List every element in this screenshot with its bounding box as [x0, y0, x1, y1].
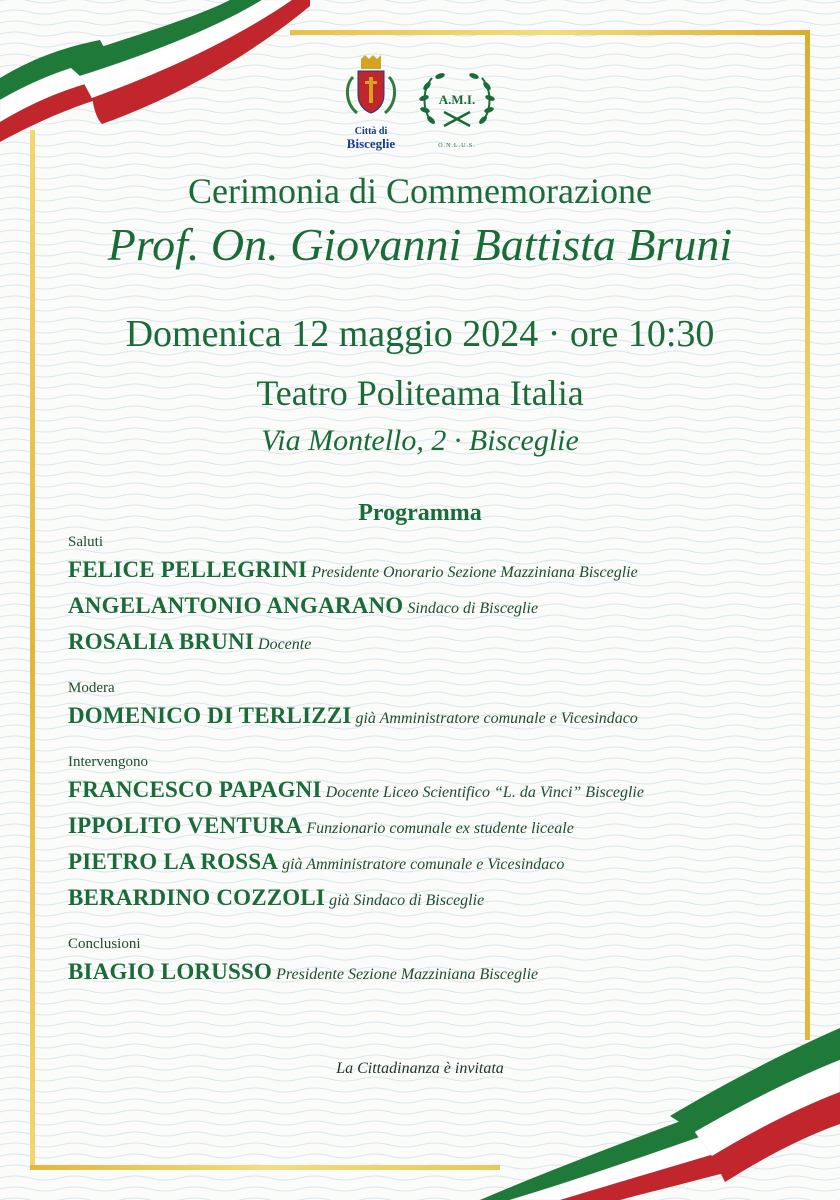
section-label-modera: Modera: [68, 680, 115, 696]
wave-line: [0, 362, 840, 366]
wave-line: [0, 153, 840, 157]
gold-frame-top: [290, 30, 810, 35]
laurel-wreath-icon: [418, 66, 496, 138]
wave-line: [0, 1000, 840, 1004]
program-entry: [68, 773, 808, 809]
gold-frame-bottom: [30, 1165, 500, 1170]
program-entry: [68, 809, 808, 845]
speaker-role: già Sindaco di Bisceglie: [329, 892, 485, 909]
ami-onlus-label: O.N.L.U.S.: [438, 143, 476, 149]
crest-label-big: Bisceglie: [346, 136, 396, 151]
speaker-role: Sindaco di Bisceglie: [407, 600, 539, 617]
event-address: Via Montello, 2 · Bisceglie: [261, 424, 579, 457]
italian-flag-ribbon-bottom-right: [480, 1020, 840, 1200]
city-crest-icon: [343, 55, 399, 121]
program-entry: [68, 845, 808, 881]
speaker-role: già Amministratore comunale e Vicesindaco: [355, 710, 638, 727]
program-entry: [68, 589, 808, 625]
wave-line: [0, 494, 840, 498]
honoree-name: Prof. On. Giovanni Battista Bruni: [107, 219, 733, 270]
wave-line: [0, 296, 840, 300]
speaker-name: PIETRO LA ROSSA: [68, 849, 279, 874]
speaker-role: Presidente Onorario Sezione Mazziniana Bisceglie: [311, 564, 638, 581]
wave-line: [0, 307, 840, 311]
speaker-role: Presidente Sezione Mazziniana Bisceglie: [276, 966, 539, 983]
speaker-name: DOMENICO DI TERLIZZI: [68, 703, 352, 728]
section-spacer: [68, 917, 808, 933]
ami-initials: A.M.I.: [438, 92, 476, 107]
section-spacer: [68, 661, 808, 677]
section-spacer: [68, 735, 808, 751]
program-entry: [68, 881, 808, 917]
program-entry: [68, 955, 808, 991]
speaker-role: già Amministratore comunale e Vicesindaco: [282, 856, 565, 873]
speaker-role: Docente Liceo Scientifico “L. da Vinci” Bisceglie: [325, 784, 644, 801]
speaker-name: FELICE PELLEGRINI: [68, 557, 308, 582]
section-label-saluti: Saluti: [68, 534, 104, 550]
wave-line: [0, 1011, 840, 1015]
program-entry: [68, 699, 808, 735]
wave-line: [0, 472, 840, 476]
event-date-time: Domenica 12 maggio 2024 · ore 10:30: [125, 313, 715, 355]
invitation-note: La Cittadinanza è invitata: [336, 1060, 504, 1077]
wave-line: [0, 274, 840, 278]
program-entry: [68, 625, 808, 661]
wave-line: [0, 285, 840, 289]
speaker-name: BERARDINO COZZOLI: [68, 885, 326, 910]
speaker-name: ROSALIA BRUNI: [68, 629, 255, 654]
crest-label-small: Città di: [354, 126, 388, 137]
bisceglie-city-crest: [338, 55, 404, 150]
speaker-name: BIAGIO LORUSSO: [68, 959, 273, 984]
speaker-role: Funzionario comunale ex studente liceale: [306, 820, 574, 837]
speaker-name: ANGELANTONIO ANGARANO: [68, 593, 404, 618]
italian-flag-ribbon-top-left: [0, 0, 310, 150]
wave-line: [0, 164, 840, 168]
event-venue: Teatro Politeama Italia: [256, 373, 584, 413]
wave-line: [0, 483, 840, 487]
section-label-conclusioni: Conclusioni: [68, 936, 141, 952]
speaker-name: FRANCESCO PAPAGNI: [68, 777, 322, 802]
speaker-role: Docente: [258, 636, 312, 653]
ami-onlus-logo: [418, 66, 496, 148]
section-label-intervengono: Intervengono: [68, 754, 148, 770]
event-title: Cerimonia di Commemorazione: [188, 171, 652, 211]
speaker-name: IPPOLITO VENTURA: [68, 813, 303, 838]
gold-frame-left: [30, 130, 35, 1170]
program-list: [68, 531, 808, 991]
program-title: Programma: [358, 500, 482, 526]
program-entry: [68, 553, 808, 589]
wave-line: [0, 417, 840, 421]
wave-line: [0, 461, 840, 465]
